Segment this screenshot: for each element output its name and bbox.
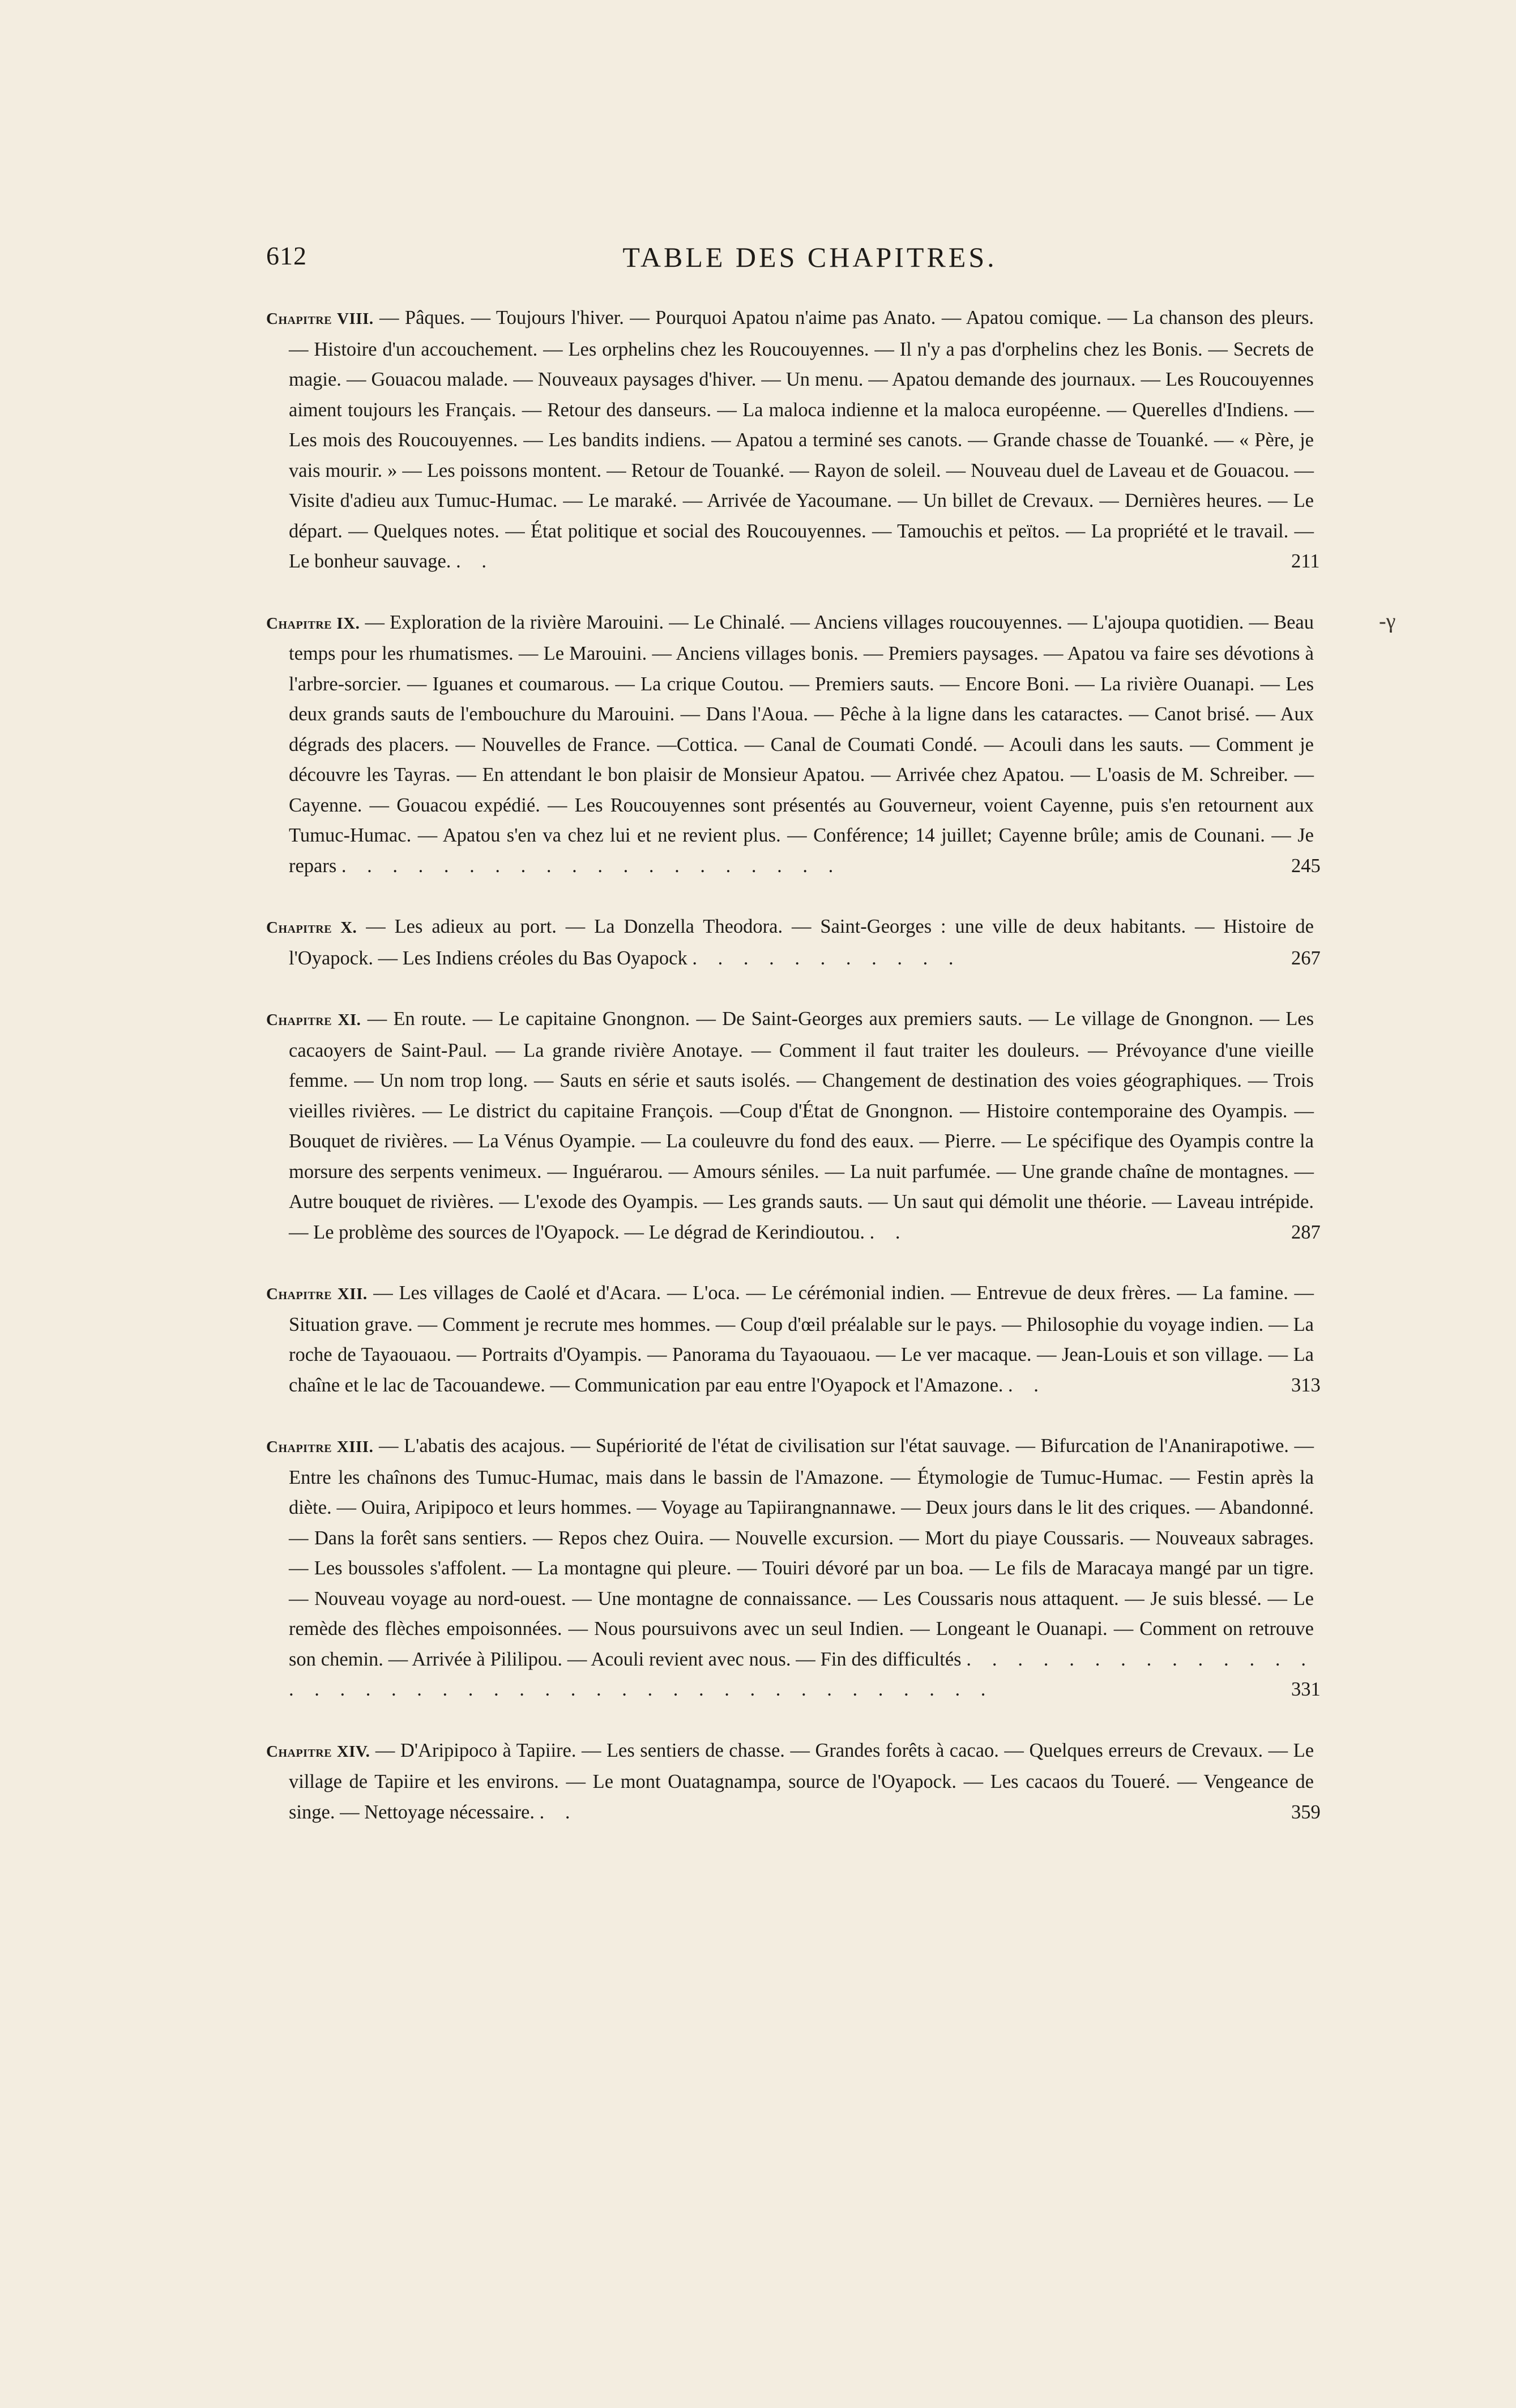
- chapter-label: Chapitre X.: [266, 919, 357, 937]
- chapter-summary: — Les villages de Caolé et d'Acara. — L'oca. — Le cérémonial indien. — Entrevue de deux frères. — La famine. — Situation grave. — Comment je recrute mes hommes. — Coup d'œil préalable sur le pays. — Philosophie du voyage indien. — La roche de Tayaouaou. — Portraits d'Oyampis. — Panorama du Tayaouaou. — Le ver macaque. — Jean-Louis et son village. — La chaîne et le lac de Tacouandewe. — Communication par eau entre l'Oyapock et l'Amazone.: [289, 1282, 1314, 1396]
- chapter-summary: — D'Aripipoco à Tapiire. — Les sentiers de chasse. — Grandes forêts à cacao. — Quelques erreurs de Crevaux. — Le village de Tapiire et les environs. — Le mont Ouatagnampa, source de l'Oyapock. — Les cacaos du Toueré. — Vengeance de singe. — Nettoyage nécessaire.: [289, 1739, 1314, 1823]
- chapter-list: [266, 303, 1353, 1858]
- chapter-page-number: 267: [1291, 947, 1321, 969]
- chapter-page-number: 287: [1291, 1221, 1321, 1243]
- chapter-summary: — En route. — Le capitaine Gnongnon. — De Saint-Georges aux premiers sauts. — Le village de Gnongnon. — Les cacaoyers de Saint-Paul. — La grande rivière Anotaye. — Comment il faut traiter les douleurs. — Prévoyance d'une vieille femme. — Un nom trop long. — Sauts en série et sauts isolés. — Changement de destination des voies géographiques. — Trois vieilles rivières. — Le district du capitaine François. —Coup d'État de Gnongnon. — Histoire contemporaine des Oyampis. — Bouquet de rivières. — La Vénus Oyampie. — La couleuvre du fond des eaux. — Pierre. — Le spécifique des Oyampis contre la morsure des serpents venimeux. — Inguérarou. — Amours séniles. — La nuit parfumée. — Une grande chaîne de montagnes. — Autre bouquet de rivières. — L'exode des Oyampis. — Les grands sauts. — Un saut qui démolit une théorie. — Laveau intrépide. — Le problème des sources de l'Oyapock. — Le dégrad de Kerindioutou.: [289, 1008, 1314, 1243]
- page-title: TABLE DES CHAPITRES.: [622, 241, 997, 273]
- dot-leader: . . . . . . . . . . . . . . . . . . . . . . . . . . . . . . . . . . . . . . . . . .: [289, 1648, 1314, 1700]
- dot-leader: . .: [539, 1801, 578, 1823]
- dot-leader: . .: [1008, 1374, 1047, 1396]
- chapter-label: Chapitre XI.: [266, 1011, 361, 1029]
- chapter-entry-xii: [266, 1278, 1353, 1401]
- page-header: [266, 241, 1353, 275]
- chapter-entry-xiii: [266, 1431, 1353, 1705]
- chapter-label: Chapitre VIII.: [266, 310, 374, 328]
- chapter-page-number: 313: [1291, 1374, 1321, 1396]
- chapter-label: Chapitre XII.: [266, 1285, 368, 1303]
- chapter-entry-xi: [266, 1004, 1353, 1248]
- chapter-page-number: 245: [1291, 855, 1321, 877]
- chapter-label: Chapitre XIII.: [266, 1438, 374, 1456]
- chapter-entry-viii: [266, 303, 1353, 577]
- chapter-summary: — Exploration de la rivière Marouini. — Le Chinalé. — Anciens villages roucouyennes. — L'ajoupa quotidien. — Beau temps pour les rhumatismes. — Le Marouini. — Anciens villages bonis. — Premiers paysages. — Apatou va faire ses dévotions à l'arbre-sorcier. — Iguanes et coumarous. — La crique Coutou. — Premiers sauts. — Encore Boni. — La rivière Ouanapi. — Les deux grands sauts de l'embouchure du Marouini. — Dans l'Aoua. — Pêche à la ligne dans les cataractes. — Canot brisé. — Aux dégrads des placers. — Nouvelles de France. —Cottica. — Canal de Coumati Condé. — Acouli dans les sauts. — Comment je découvre les Tayras. — En attendant le bon plaisir de Monsieur Apatou. — Arrivée chez Apatou. — L'oasis de M. Schreiber. — Cayenne. — Gouacou expédié. — Les Roucouyennes sont présentés au Gouverneur, voient Cayenne, puis s'en retournent aux Tumuc-Humac. — Apatou s'en va chez lui et ne revient plus. — Conférence; 14 juillet; Cayenne brûle; amis de Counani. — Je repars: [289, 611, 1314, 877]
- margin-annotation-mark: -γ: [1379, 609, 1396, 633]
- chapter-entry-ix: [266, 608, 1353, 882]
- dot-leader: . . . . . . . . . . . . . . . . . . . .: [341, 855, 842, 877]
- dot-leader: . .: [869, 1221, 908, 1243]
- chapter-label: Chapitre XIV.: [266, 1742, 370, 1761]
- chapter-entry-x: [266, 912, 1353, 974]
- chapter-page-number: 211: [1291, 550, 1320, 572]
- chapter-summary: — L'abatis des acajous. — Supériorité de l'état de civilisation sur l'état sauvage. — Bifurcation de l'Ananirapotiwe. — Entre les chaînons des Tumuc-Humac, mais dans le bassin de l'Amazone. — Étymologie de Tumuc-Humac. — Festin après la diète. — Ouira, Aripipoco et leurs hommes. — Voyage au Tapiirangnannawe. — Deux jours dans le lit des criques. — Abandonné. — Dans la forêt sans sentiers. — Repos chez Ouira. — Nouvelle excursion. — Mort du piaye Coussaris. — Nouveaux sabrages. — Les boussoles s'affolent. — La montagne qui pleure. — Touiri dévoré par un boa. — Le fils de Maracaya mangé par un tigre. — Nouveau voyage au nord-ouest. — Une montagne de connaissance. — Les Coussaris nous attaquent. — Je suis blessé. — Le remède des flèches empoisonnées. — Nous poursuivons avec un seul Indien. — Longeant le Ouanapi. — Comment on retrouve son chemin. — Arrivée à Pililipou. — Acouli revient avec nous. — Fin des difficultés: [289, 1435, 1314, 1670]
- page-number: 612: [266, 241, 307, 270]
- chapter-summary: — Pâques. — Toujours l'hiver. — Pourquoi Apatou n'aime pas Anato. — Apatou comique. — La chanson des pleurs. — Histoire d'un accouchement. — Les orphelins chez les Roucouyennes. — Il n'y a pas d'orphelins chez les Bonis. — Secrets de magie. — Gouacou malade. — Nouveaux paysages d'hiver. — Un menu. — Apatou demande des journaux. — Les Roucouyennes aiment toujours les Français. — Retour des danseurs. — La maloca indienne et la maloca européenne. — Querelles d'Indiens. — Les mois des Roucouyennes. — Les bandits indiens. — Apatou a terminé ses canots. — Grande chasse de Touanké. — « Père, je vais mourir. » — Les poissons montent. — Retour de Touanké. — Rayon de soleil. — Nouveau duel de Laveau et de Gouacou. — Visite d'adieu aux Tumuc-Humac. — Le maraké. — Arrivée de Yacoumane. — Un billet de Crevaux. — Dernières heures. — Le départ. — Quelques notes. — État politique et social des Roucouyennes. — Tamouchis et peïtos. — La propriété et le travail. — Le bonheur sauvage.: [289, 307, 1314, 572]
- chapter-page-number: 359: [1291, 1801, 1321, 1823]
- chapter-summary: — Les adieux au port. — La Donzella Theodora. — Saint-Georges : une ville de deux habitants. — Histoire de l'Oyapock. — Les Indiens créoles du Bas Oyapock: [289, 916, 1314, 969]
- chapter-page-number: 331: [1291, 1679, 1321, 1700]
- dot-leader: . .: [456, 550, 494, 572]
- chapter-entry-xiv: [266, 1736, 1353, 1828]
- chapter-label: Chapitre IX.: [266, 614, 360, 633]
- dot-leader: . . . . . . . . . . .: [692, 947, 962, 969]
